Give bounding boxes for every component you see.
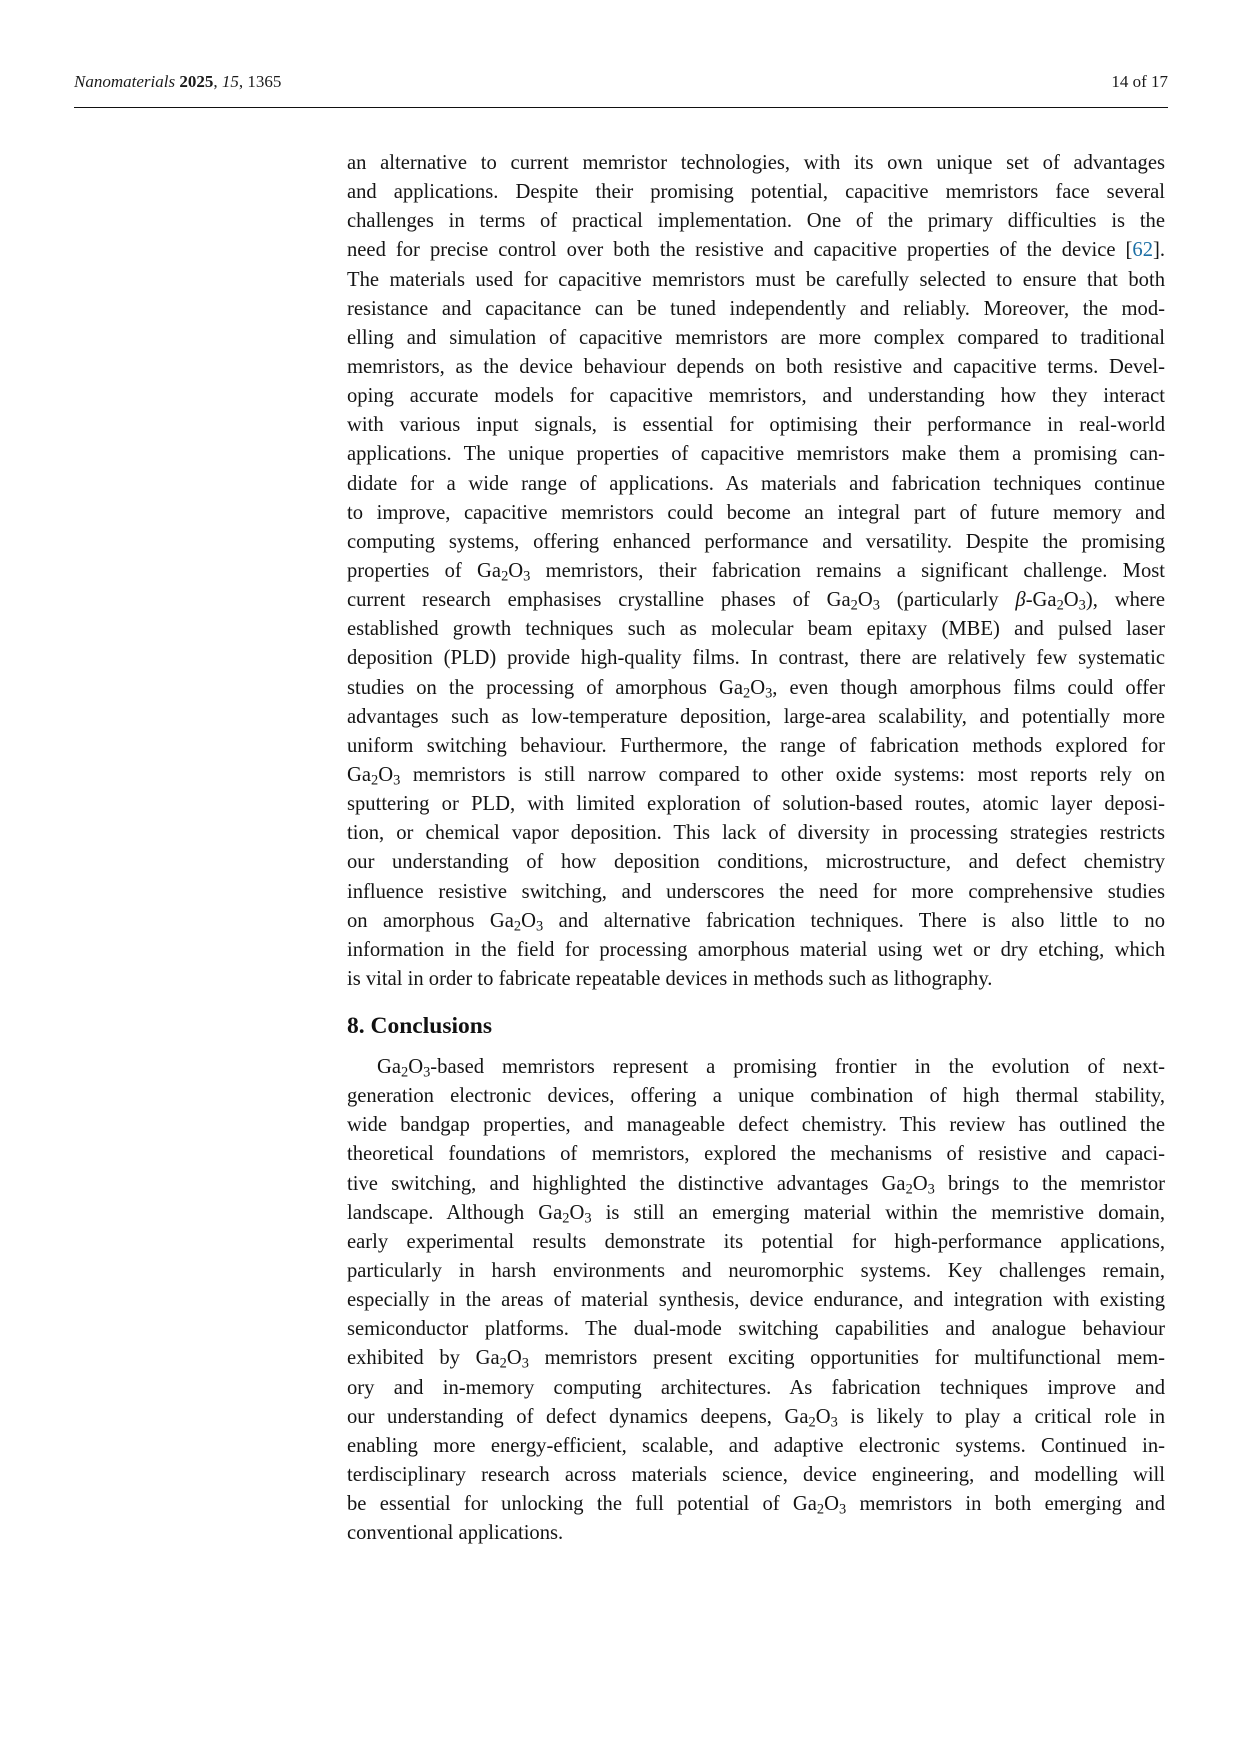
text-line: tion, or chemical vapor deposition. This lack of diversity in processing strategies restricts xyxy=(347,822,1165,845)
text-line: computing systems, offering enhanced performance and versatility. Despite the promising xyxy=(347,530,1165,553)
text-line: enabling more energy-efficient, scalable, and adaptive electronic systems. Continued in- xyxy=(347,1434,1165,1457)
text-line: resistance and capacitance can be tuned independently and reliably. Moreover, the mod- xyxy=(347,297,1165,320)
text-line: be essential for unlocking the full potential of $Ga_2O_3$ memristors in both emerging and xyxy=(347,1493,1165,1518)
text-line: challenges in terms of practical implementation. One of the primary difficulties is the xyxy=(347,210,1165,233)
citation-link-62[interactable]: 62 xyxy=(1132,239,1153,262)
text-line: deposition (PLD) provide high-quality films. In contrast, there are relatively few systematic xyxy=(347,647,1165,670)
text-line: properties of $Ga_2O_3$ memristors, their fabrication remains a significant challenge. Most xyxy=(347,559,1165,585)
text-line: ory and in-memory computing architectures. As fabrication techniques improve and xyxy=(347,1376,1165,1399)
conclusions-paragraph xyxy=(347,1053,1165,1548)
text-line: exhibited by $Ga_2O_3$ memristors present exciting opportunities for multifunctional mem- xyxy=(347,1347,1165,1372)
text-line: especially in the areas of material synthesis, device endurance, and integration with existing xyxy=(347,1289,1165,1312)
text-line: The materials used for capacitive memristors must be carefully selected to ensure that both xyxy=(347,268,1165,291)
text-line: to improve, capacitive memristors could become an integral part of future memory and xyxy=(347,501,1165,524)
text-line: wide bandgap properties, and manageable defect chemistry. This review has outlined the xyxy=(347,1114,1165,1137)
article-number: 1365 xyxy=(247,72,282,91)
text-line: particularly in harsh environments and neuromorphic systems. Key challenges remain, xyxy=(347,1259,1165,1282)
text-line: applications. The unique properties of capacitive memristors make them a promising can- xyxy=(347,443,1165,466)
text-line: our understanding of how deposition conditions, microstructure, and defect chemistry xyxy=(347,851,1165,874)
journal-citation: Nanomaterials 2025, 15, 1365 xyxy=(74,72,282,91)
text-line: studies on the processing of amorphous $Ga_2O_3$, even though amorphous films could offer xyxy=(347,676,1165,702)
text-line: with various input signals, is essential for optimising their performance in real-world xyxy=(347,414,1165,437)
text-line: and applications. Despite their promising potential, capacitive memristors face several xyxy=(347,181,1165,204)
text-line: information in the field for processing amorphous material using wet or dry etching, which xyxy=(347,938,1165,961)
text-line: is vital in order to fabricate repeatable devices in methods such as lithography. xyxy=(347,967,993,990)
text-line: on amorphous $Ga_2O_3$ and alternative fabrication techniques. There is also little to no xyxy=(347,909,1165,935)
text-line: oping accurate models for capacitive memristors, and understanding how they interact xyxy=(347,385,1165,408)
text-line: our understanding of defect dynamics deepens, $Ga_2O_3$ is likely to play a critical role in xyxy=(347,1405,1166,1431)
text-line: memristors, as the device behaviour depends on both resistive and capacitive terms. Devel- xyxy=(347,355,1165,378)
section-7-continuation-paragraph xyxy=(347,149,1165,994)
text-line: established growth techniques such as molecular beam epitaxy (MBE) and pulsed laser xyxy=(347,618,1165,641)
text-line: elling and simulation of capacitive memristors are more complex compared to traditional xyxy=(347,326,1165,349)
text-line: terdisciplinary research across materials science, device engineering, and modelling will xyxy=(347,1463,1165,1486)
section-heading-conclusions: 8. Conclusions xyxy=(347,1013,492,1039)
text-line: an alternative to current memristor technologies, with its own unique set of advantages xyxy=(347,152,1165,174)
text-line: early experimental results demonstrate its potential for high-performance applications, xyxy=(347,1230,1165,1253)
text-line: tive switching, and highlighted the distinctive advantages $Ga_2O_3$ brings to the memristor xyxy=(347,1172,1165,1198)
text-line: landscape. Although $Ga_2O_3$ is still an emerging material within the memristive domain, xyxy=(347,1201,1166,1227)
text-line: theoretical foundations of memristors, explored the mechanisms of resistive and capaci- xyxy=(347,1143,1165,1166)
text-line: influence resistive switching, and underscores the need for more comprehensive studies xyxy=(347,880,1165,903)
header-rule xyxy=(74,107,1168,108)
text-line: uniform switching behaviour. Furthermore, the range of fabrication methods explored for xyxy=(347,734,1165,757)
text-line: semiconductor platforms. The dual-mode switching capabilities and analogue behaviour xyxy=(347,1318,1165,1341)
text-line: didate for a wide range of applications. As materials and fabrication techniques continue xyxy=(347,472,1165,495)
page-number: 14 of 17 xyxy=(1111,72,1168,91)
text-line: generation electronic devices, offering a unique combination of high thermal stability, xyxy=(347,1085,1165,1108)
text-line: advantages such as low-temperature deposition, large-area scalability, and potentially more xyxy=(347,705,1165,728)
text-line: conventional applications. xyxy=(347,1522,564,1545)
text-line: current research emphasises crystalline phases of $Ga_2O_3$ (particularly $\beta-Ga_2O_3$), where xyxy=(347,589,1166,614)
journal-year: 2025 xyxy=(179,72,214,91)
journal-name: Nanomaterials xyxy=(74,72,176,91)
text-line: $Ga_2O_3$ memristors is still narrow compared to other oxide systems: most reports rely on xyxy=(347,763,1165,789)
running-header xyxy=(74,72,1168,96)
journal-volume: 15 xyxy=(221,72,239,91)
text-line: $Ga_2O_3$-based memristors represent a promising frontier in the evolution of next- xyxy=(377,1056,1165,1081)
text-line: sputtering or PLD, with limited exploration of solution-based routes, atomic layer deposi- xyxy=(347,793,1165,816)
text-line: need for precise control over both the resistive and capacitive properties of the device [62]. xyxy=(347,239,1165,262)
